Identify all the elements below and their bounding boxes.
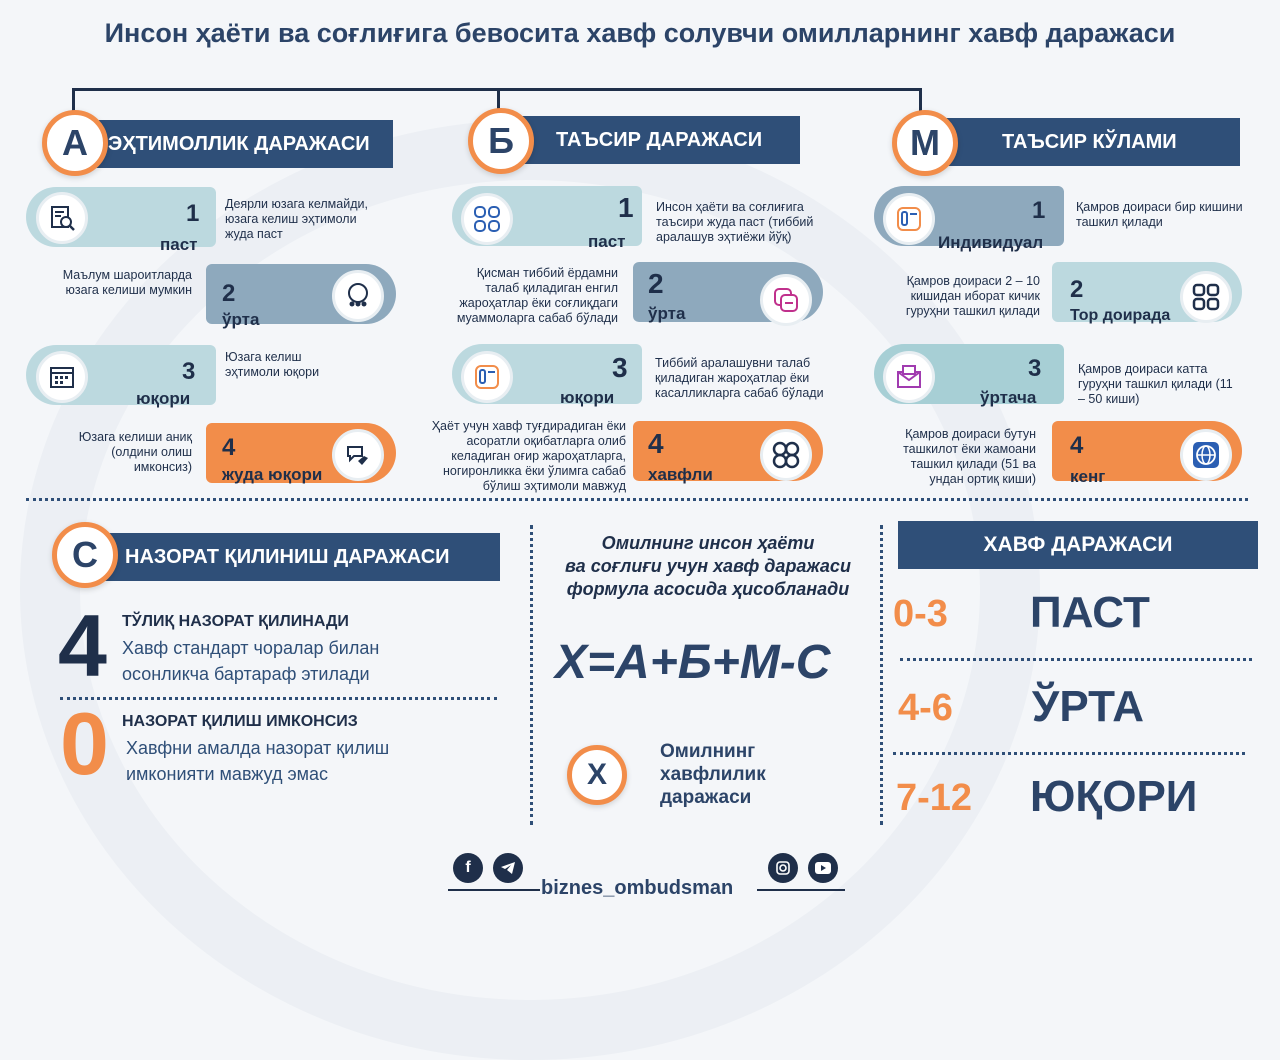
- a-item-3-desc: Юзага келиш эҳтимоли юқори: [225, 350, 320, 379]
- globe-icon: [1180, 429, 1232, 481]
- risk-divider-1: [900, 658, 1252, 661]
- a-item-2-level: ўрта: [222, 310, 260, 329]
- clover-icon: [760, 429, 812, 481]
- b-item-4-num: 4: [648, 428, 664, 459]
- m-item-3-num: 3: [1028, 355, 1042, 382]
- grid-icon: [461, 193, 513, 245]
- c-row-1-desc1: Хавф стандарт чоралар билан: [122, 638, 380, 658]
- footer-line-left: [448, 889, 540, 891]
- header-b: [516, 116, 800, 164]
- header-a-label: ЭҲТИМОЛЛИК ДАРАЖАСИ: [108, 132, 370, 155]
- people-globe-icon: [332, 270, 384, 322]
- header-c-label: НАЗОРАТ ҚИЛИНИШ ДАРАЖАСИ: [125, 545, 450, 568]
- b-item-3-num: 3: [612, 352, 628, 383]
- risk-divider-2: [893, 752, 1245, 755]
- risk-row-3-range: 7-12: [896, 777, 973, 819]
- divider-horizontal: [26, 498, 1248, 501]
- document-search-icon: [36, 192, 88, 244]
- letter-c-badge: С: [52, 522, 118, 588]
- a-item-3-num: 3: [182, 358, 196, 385]
- header-m-label: ТАЪСИР КЎЛАМИ: [1002, 130, 1177, 153]
- c-divider: [60, 697, 497, 700]
- a-item-1-desc: Деярли юзага келмайди, юзага келиш эҳтимоли жуда паст: [225, 197, 368, 241]
- c-row-2-desc1: Хавфни амалда назорат қилиш: [126, 738, 390, 758]
- hand-speech-icon: [332, 429, 384, 481]
- divider-vertical-left: [530, 525, 533, 825]
- instagram-icon[interactable]: [768, 853, 798, 883]
- c-row-1-title: ТЎЛИҚ НАЗОРАТ ҚИЛИНАДИ: [122, 613, 349, 630]
- b-item-4-desc: Ҳаёт учун хавф туғдирадиган ёки асоратли оқибатларга олиб келадиган оғир жароҳатларга, ногиронликка ёки ўлимга сабаб бўлиш эҳтимоли мавжуд: [431, 419, 626, 493]
- letter-a-badge: А: [42, 110, 108, 176]
- m-item-2-desc: Қамров доираси 2 – 10 кишидан иборат кичик гуруҳни ташкил қилади: [905, 274, 1040, 318]
- header-a: [90, 120, 393, 168]
- risk-header: ХАВФ ДАРАЖАСИ: [898, 521, 1258, 569]
- b-item-1-num: 1: [618, 192, 634, 223]
- a-item-2-num: 2: [222, 280, 236, 307]
- m-item-4-level: кенг: [1070, 467, 1106, 486]
- m-item-4-desc: Қамров доираси бутун ташкилот ёки жамоани ташкил қилади (51 ва ундан ортиқ киши): [903, 427, 1036, 486]
- x-caption: [660, 740, 766, 809]
- formula-text-3: формула асосида ҳисобланади: [566, 579, 850, 599]
- four-squares-icon: [1180, 271, 1232, 323]
- x-caption-1: Омилнинг: [660, 741, 756, 762]
- m-item-3-desc: Қамров доираси катта гуруҳни ташкил қилади (11 – 50 киши): [1078, 362, 1233, 406]
- letter-m-badge: М: [892, 110, 958, 176]
- b-item-2-num: 2: [648, 268, 664, 299]
- m-item-2-level: Тор доирада: [1070, 307, 1171, 324]
- header-c: [100, 533, 500, 581]
- envelope-icon: [883, 351, 935, 403]
- a-item-4-desc: Юзага келиши аниқ (олдини олиш имконсиз): [78, 430, 192, 474]
- formula-text-1: Омилнинг инсон ҳаёти: [601, 533, 815, 553]
- m-item-2-num: 2: [1070, 276, 1084, 303]
- calendar-icon: [36, 351, 88, 403]
- m-item-3-level: ўртача: [980, 388, 1037, 407]
- a-item-4-level: жуда юқори: [222, 465, 323, 484]
- c-row-1-num: 4: [58, 596, 107, 695]
- c-row-1-desc2: осонликча бартараф этилади: [122, 664, 370, 684]
- b-item-2-desc: Қисман тиббий ёрдамни талаб қиладиган енгил жароҳатлар ёки соғлиқдаги муаммоларга сабаб бўлади: [456, 266, 618, 325]
- page-title: Инсон ҳаёти ва соғлиғига бевосита хавф солувчи омилларнинг хавф даражаси: [104, 18, 1176, 48]
- c-row-2-num: 0: [60, 694, 109, 793]
- m-item-4-num: 4: [1070, 432, 1084, 459]
- c-row-2-title: НАЗОРАТ ҚИЛИШ ИМКОНСИЗ: [122, 713, 358, 730]
- letter-b-badge: Б: [468, 108, 534, 174]
- b-item-1-level: паст: [588, 232, 626, 251]
- footer-line-right: [757, 889, 845, 891]
- risk-row-1-label: ПАСТ: [1030, 588, 1150, 637]
- b-item-3-desc: Тиббий аралашувни талаб қиладиган жароҳатлар ёки касалликларга сабаб бўлади: [655, 356, 824, 400]
- risk-row-2-range: 4-6: [898, 687, 953, 729]
- m-item-1-desc: Қамров доираси бир кишини ташкил қилади: [1076, 200, 1243, 229]
- a-item-1-num: 1: [186, 200, 200, 227]
- risk-row-3-label: ЮҚОРИ: [1030, 772, 1198, 821]
- divider-vertical-right: [880, 525, 883, 825]
- footer-handle[interactable]: biznes_ombudsman: [541, 877, 734, 899]
- youtube-icon[interactable]: [808, 853, 838, 883]
- header-b-label: ТАЪСИР ДАРАЖАСИ: [556, 128, 763, 151]
- squares-minus-icon: [760, 274, 812, 326]
- x-badge: X: [567, 745, 627, 805]
- x-caption-2: хавфлилик: [660, 764, 766, 785]
- x-caption-3: даражаси: [660, 787, 752, 808]
- formula-text-2: ва соғлиғи учун хавф даражаси: [565, 556, 851, 576]
- a-item-3-level: юқори: [136, 389, 191, 408]
- facebook-icon[interactable]: f: [453, 853, 483, 883]
- b-item-4-level: хавфли: [648, 465, 713, 484]
- b-item-3-level: юқори: [560, 388, 615, 407]
- m-item-1-level: Индивидуал: [938, 233, 1044, 252]
- b-item-1-desc: Инсон ҳаёти ва соғлиғига таъсири жуда паст (тиббий аралашув эҳтиёжи йўқ): [656, 200, 814, 244]
- formula-expression: X=А+Б+М-С: [555, 636, 831, 689]
- a-item-1-level: паст: [160, 235, 198, 254]
- telegram-icon[interactable]: [493, 853, 523, 883]
- a-item-2-desc: Маълум шароитларда юзага келиши мумкин: [62, 268, 192, 297]
- a-item-4-num: 4: [222, 434, 236, 461]
- risk-row-2-label: ЎРТА: [1032, 682, 1145, 731]
- b-item-2-level: ўрта: [648, 304, 686, 323]
- pen-box-icon: [461, 351, 513, 403]
- risk-row-1-range: 0-3: [893, 593, 948, 635]
- header-m: [940, 118, 1240, 166]
- m-item-1-num: 1: [1032, 197, 1046, 224]
- c-row-2-desc2: имконияти мавжуд эмас: [126, 764, 329, 784]
- pen-box-icon: [883, 193, 935, 245]
